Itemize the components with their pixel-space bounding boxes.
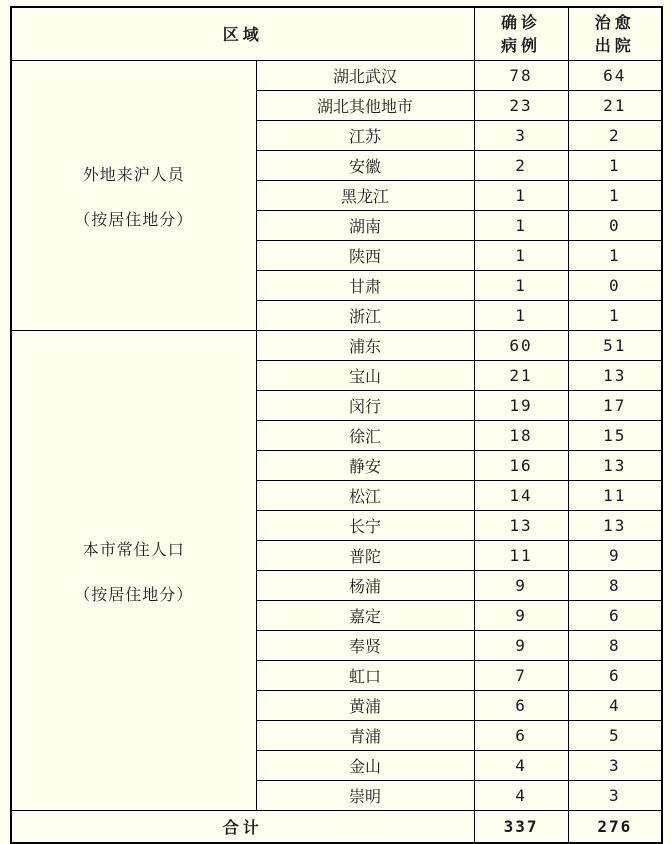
confirmed-value-cell: 9	[474, 631, 568, 661]
cured-value-cell: 11	[568, 481, 662, 511]
header-confirmed-line1: 确诊	[501, 13, 542, 32]
total-confirmed-value: 337	[474, 811, 568, 844]
region-name-cell: 虹口	[256, 661, 474, 691]
region-name-cell: 浙江	[256, 301, 474, 331]
confirmed-value-cell: 1	[474, 241, 568, 271]
region-name-cell: 静安	[256, 451, 474, 481]
cured-value-cell: 1	[568, 181, 662, 211]
region-name-cell: 金山	[256, 751, 474, 781]
cured-value-cell: 13	[568, 361, 662, 391]
cured-value-cell: 0	[568, 271, 662, 301]
region-name-cell: 松江	[256, 481, 474, 511]
header-confirmed-line2: 病例	[501, 36, 542, 55]
group-label-cell	[11, 331, 256, 811]
group-label-line1: 外地来沪人员	[82, 164, 185, 184]
cured-value-cell: 8	[568, 571, 662, 601]
region-name-cell: 崇明	[256, 781, 474, 811]
table-row	[11, 331, 662, 361]
cured-value-cell: 13	[568, 511, 662, 541]
cured-value-cell: 6	[568, 601, 662, 631]
confirmed-value-cell: 6	[474, 721, 568, 751]
confirmed-value-cell: 4	[474, 751, 568, 781]
cured-value-cell: 21	[568, 91, 662, 121]
header-confirmed-cases	[474, 7, 568, 61]
group-label-line2: （按居住地分）	[74, 584, 194, 604]
confirmed-value-cell: 2	[474, 151, 568, 181]
total-cured-value: 276	[568, 811, 662, 844]
table-row	[11, 61, 662, 91]
region-name-cell: 普陀	[256, 541, 474, 571]
confirmed-value-cell: 18	[474, 421, 568, 451]
cured-value-cell: 1	[568, 151, 662, 181]
region-name-cell: 浦东	[256, 331, 474, 361]
region-name-cell: 湖南	[256, 211, 474, 241]
confirmed-value-cell: 78	[474, 61, 568, 91]
group-label-line1: 本市常住人口	[82, 539, 185, 559]
covid-region-case-table	[10, 6, 663, 844]
confirmed-value-cell: 21	[474, 361, 568, 391]
region-name-cell: 奉贤	[256, 631, 474, 661]
total-row	[11, 811, 662, 844]
confirmed-value-cell: 4	[474, 781, 568, 811]
header-cured-line1: 治愈	[594, 13, 635, 32]
confirmed-value-cell: 1	[474, 211, 568, 241]
confirmed-value-cell: 1	[474, 271, 568, 301]
confirmed-value-cell: 9	[474, 601, 568, 631]
confirmed-value-cell: 19	[474, 391, 568, 421]
confirmed-value-cell: 60	[474, 331, 568, 361]
region-name-cell: 湖北其他地市	[256, 91, 474, 121]
cured-value-cell: 1	[568, 241, 662, 271]
group-label-line2: （按居住地分）	[74, 209, 194, 229]
cured-value-cell: 5	[568, 721, 662, 751]
region-name-cell: 安徽	[256, 151, 474, 181]
region-name-cell: 杨浦	[256, 571, 474, 601]
header-region: 区域	[11, 7, 474, 61]
cured-value-cell: 3	[568, 751, 662, 781]
region-name-cell: 徐汇	[256, 421, 474, 451]
group-label-cell	[11, 61, 256, 331]
confirmed-value-cell: 1	[474, 301, 568, 331]
cured-value-cell: 4	[568, 691, 662, 721]
confirmed-value-cell: 14	[474, 481, 568, 511]
cured-value-cell: 2	[568, 121, 662, 151]
region-name-cell: 黑龙江	[256, 181, 474, 211]
region-name-cell: 陕西	[256, 241, 474, 271]
total-label: 合计	[11, 811, 474, 844]
cured-value-cell: 1	[568, 301, 662, 331]
region-name-cell: 青浦	[256, 721, 474, 751]
cured-value-cell: 15	[568, 421, 662, 451]
cured-value-cell: 13	[568, 451, 662, 481]
confirmed-value-cell: 1	[474, 181, 568, 211]
cured-value-cell: 64	[568, 61, 662, 91]
confirmed-value-cell: 9	[474, 571, 568, 601]
cured-value-cell: 6	[568, 661, 662, 691]
cured-value-cell: 9	[568, 541, 662, 571]
region-name-cell: 湖北武汉	[256, 61, 474, 91]
cured-value-cell: 0	[568, 211, 662, 241]
region-name-cell: 黄浦	[256, 691, 474, 721]
confirmed-value-cell: 16	[474, 451, 568, 481]
confirmed-value-cell: 6	[474, 691, 568, 721]
confirmed-value-cell: 23	[474, 91, 568, 121]
cured-value-cell: 17	[568, 391, 662, 421]
cured-value-cell: 51	[568, 331, 662, 361]
region-name-cell: 嘉定	[256, 601, 474, 631]
region-name-cell: 闵行	[256, 391, 474, 421]
header-cured-discharged	[568, 7, 662, 61]
region-name-cell: 甘肃	[256, 271, 474, 301]
confirmed-value-cell: 11	[474, 541, 568, 571]
region-name-cell: 江苏	[256, 121, 474, 151]
region-name-cell: 长宁	[256, 511, 474, 541]
cured-value-cell: 8	[568, 631, 662, 661]
confirmed-value-cell: 3	[474, 121, 568, 151]
region-name-cell: 宝山	[256, 361, 474, 391]
confirmed-value-cell: 13	[474, 511, 568, 541]
cured-value-cell: 3	[568, 781, 662, 811]
confirmed-value-cell: 7	[474, 661, 568, 691]
header-row	[11, 7, 662, 61]
header-cured-line2: 出院	[594, 36, 635, 55]
